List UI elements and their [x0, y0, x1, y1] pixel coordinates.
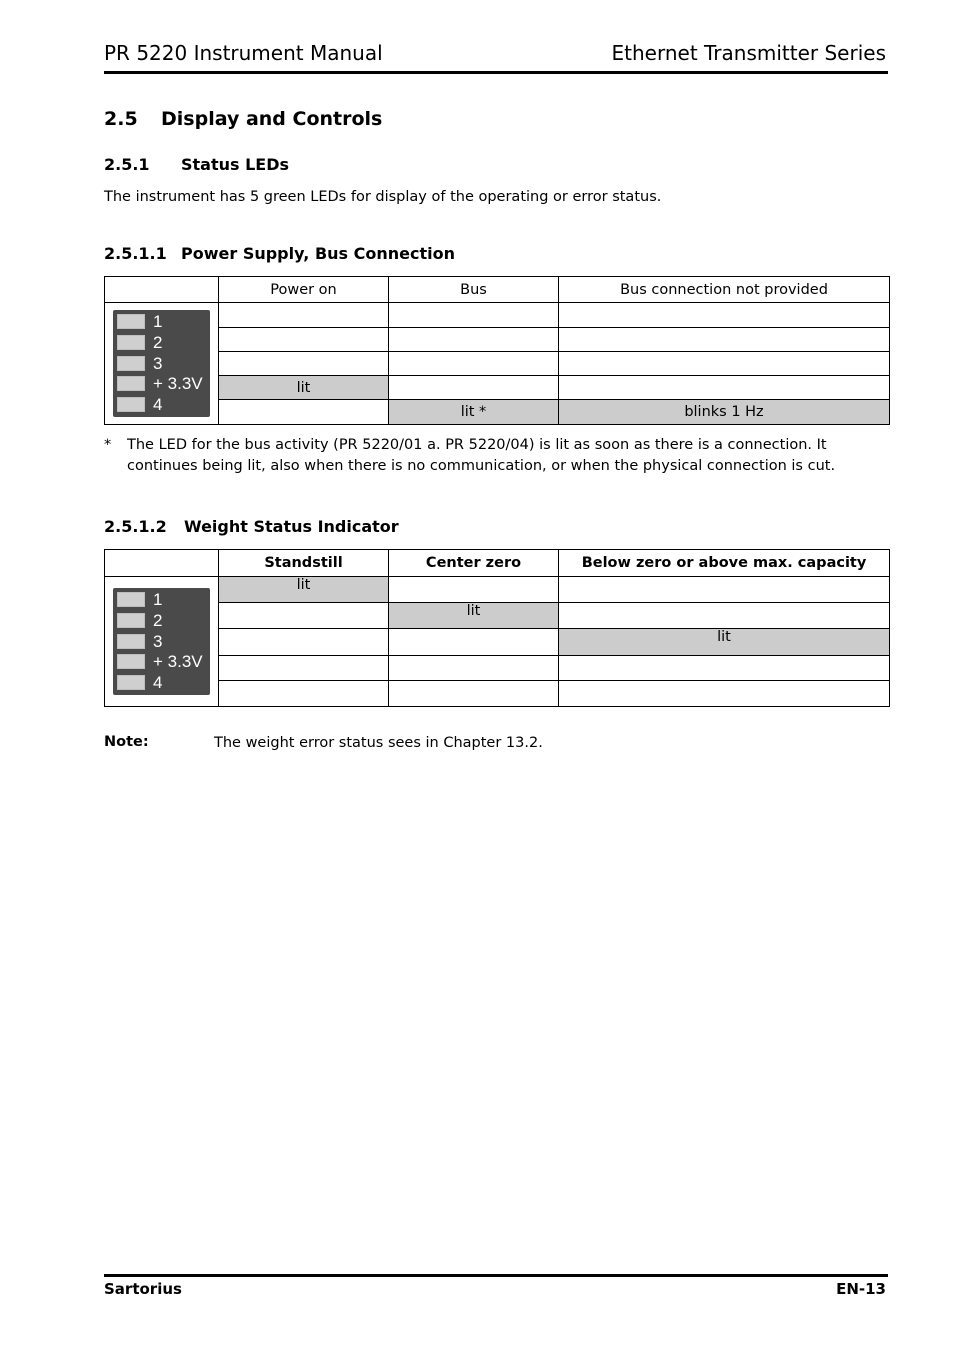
table-cell	[219, 681, 389, 707]
table-header-empty	[105, 277, 219, 303]
table-cell	[389, 352, 559, 376]
table-cell	[219, 328, 389, 352]
table-row	[105, 656, 890, 681]
led-row	[113, 332, 210, 353]
section-title: Display and Controls	[161, 108, 383, 130]
table-cell	[559, 603, 890, 629]
table-cell	[559, 352, 890, 376]
table1-heading	[104, 244, 455, 263]
led-label: 1	[153, 590, 163, 610]
section-heading	[104, 108, 382, 130]
table-cell	[219, 400, 389, 425]
intro-paragraph: The instrument has 5 green LEDs for display of the operating or error status.	[104, 189, 662, 205]
table-header-empty	[105, 550, 219, 577]
footnote-text: The LED for the bus activity (PR 5220/01 a. PR 5220/04) is lit as soon as there is a connection. It continues being lit, also when there is no communication, or when the physical connection is cut.	[127, 437, 836, 474]
led-row	[113, 590, 210, 611]
table-cell	[389, 577, 559, 603]
table-cell	[559, 376, 890, 400]
table-row	[105, 352, 890, 376]
manual-title: PR 5220 Instrument Manual	[104, 41, 383, 65]
table-cell	[219, 656, 389, 681]
led-panel-cell	[105, 303, 219, 425]
table2-heading	[104, 517, 399, 536]
weight-status-table	[104, 549, 890, 707]
led-indicator	[117, 376, 145, 391]
table-cell	[219, 352, 389, 376]
led-row	[113, 672, 210, 693]
table-header: Below zero or above max. capacity	[559, 550, 890, 577]
led-panel-cell	[105, 577, 219, 707]
table-header: Center zero	[389, 550, 559, 577]
table-cell-lit: blinks 1 Hz	[559, 400, 890, 425]
led-row	[113, 631, 210, 652]
footer-company: Sartorius	[104, 1280, 182, 1298]
subsection-title: Status LEDs	[181, 155, 290, 174]
power-bus-table	[104, 276, 890, 425]
table-header-row	[105, 550, 890, 577]
table-row	[105, 376, 890, 400]
led-label: 4	[153, 672, 163, 692]
table2-number: 2.5.1.2	[104, 517, 167, 536]
table-row	[105, 681, 890, 707]
table-cell	[559, 303, 890, 328]
table-cell-lit: lit	[219, 577, 389, 603]
table-cell	[389, 681, 559, 707]
led-label: 1	[153, 312, 163, 332]
table1-number: 2.5.1.1	[104, 244, 167, 263]
header-rule	[104, 71, 888, 74]
table-cell	[559, 681, 890, 707]
table1-title: Power Supply, Bus Connection	[181, 244, 455, 263]
footnote	[104, 435, 889, 477]
table-header: Bus connection not provided	[559, 277, 890, 303]
series-title: Ethernet Transmitter Series	[611, 41, 886, 65]
table-header: Standstill	[219, 550, 389, 577]
footnote-mark: *	[104, 437, 112, 453]
table-cell	[219, 303, 389, 328]
led-row	[113, 353, 210, 374]
led-label: + 3.3V	[153, 652, 203, 672]
table2-title: Weight Status Indicator	[184, 517, 399, 536]
table-row	[105, 629, 890, 656]
table-cell	[219, 603, 389, 629]
table-cell	[389, 376, 559, 400]
subsection-heading	[104, 155, 289, 174]
led-label: 4	[153, 394, 163, 414]
led-indicator	[117, 654, 145, 669]
table-cell	[559, 328, 890, 352]
table-cell	[559, 656, 890, 681]
led-indicator	[117, 675, 145, 690]
led-indicator	[117, 592, 145, 607]
table-row	[105, 303, 890, 328]
led-label: 2	[153, 610, 163, 630]
led-indicator	[117, 356, 145, 371]
table-header-row	[105, 277, 890, 303]
note-label: Note:	[104, 734, 149, 750]
subsection-number: 2.5.1	[104, 155, 150, 174]
table-row	[105, 603, 890, 629]
table-cell	[559, 577, 890, 603]
table-cell-lit: lit	[559, 629, 890, 656]
table-cell	[219, 629, 389, 656]
led-panel	[113, 310, 210, 418]
led-indicator	[117, 634, 145, 649]
table-cell-lit: lit *	[389, 400, 559, 425]
led-row	[113, 394, 210, 415]
table-cell-lit: lit	[219, 376, 389, 400]
table-row	[105, 400, 890, 425]
table-cell	[389, 629, 559, 656]
page-number: EN-13	[836, 1280, 886, 1298]
led-label: 3	[153, 631, 163, 651]
led-row	[113, 373, 210, 394]
led-indicator	[117, 314, 145, 329]
led-label: 2	[153, 332, 163, 352]
led-row	[113, 312, 210, 333]
led-panel	[113, 588, 210, 696]
table-row	[105, 328, 890, 352]
table-row	[105, 577, 890, 603]
led-label: + 3.3V	[153, 374, 203, 394]
table-cell	[389, 303, 559, 328]
table-header: Power on	[219, 277, 389, 303]
note-text: The weight error status sees in Chapter 13.2.	[214, 735, 543, 751]
table-cell	[389, 328, 559, 352]
led-indicator	[117, 613, 145, 628]
table-header: Bus	[389, 277, 559, 303]
led-indicator	[117, 397, 145, 412]
section-number: 2.5	[104, 108, 138, 130]
led-row	[113, 651, 210, 672]
table-cell-lit: lit	[389, 603, 559, 629]
led-indicator	[117, 335, 145, 350]
table-cell	[389, 656, 559, 681]
footer-rule	[104, 1274, 888, 1277]
led-label: 3	[153, 353, 163, 373]
led-row	[113, 610, 210, 631]
